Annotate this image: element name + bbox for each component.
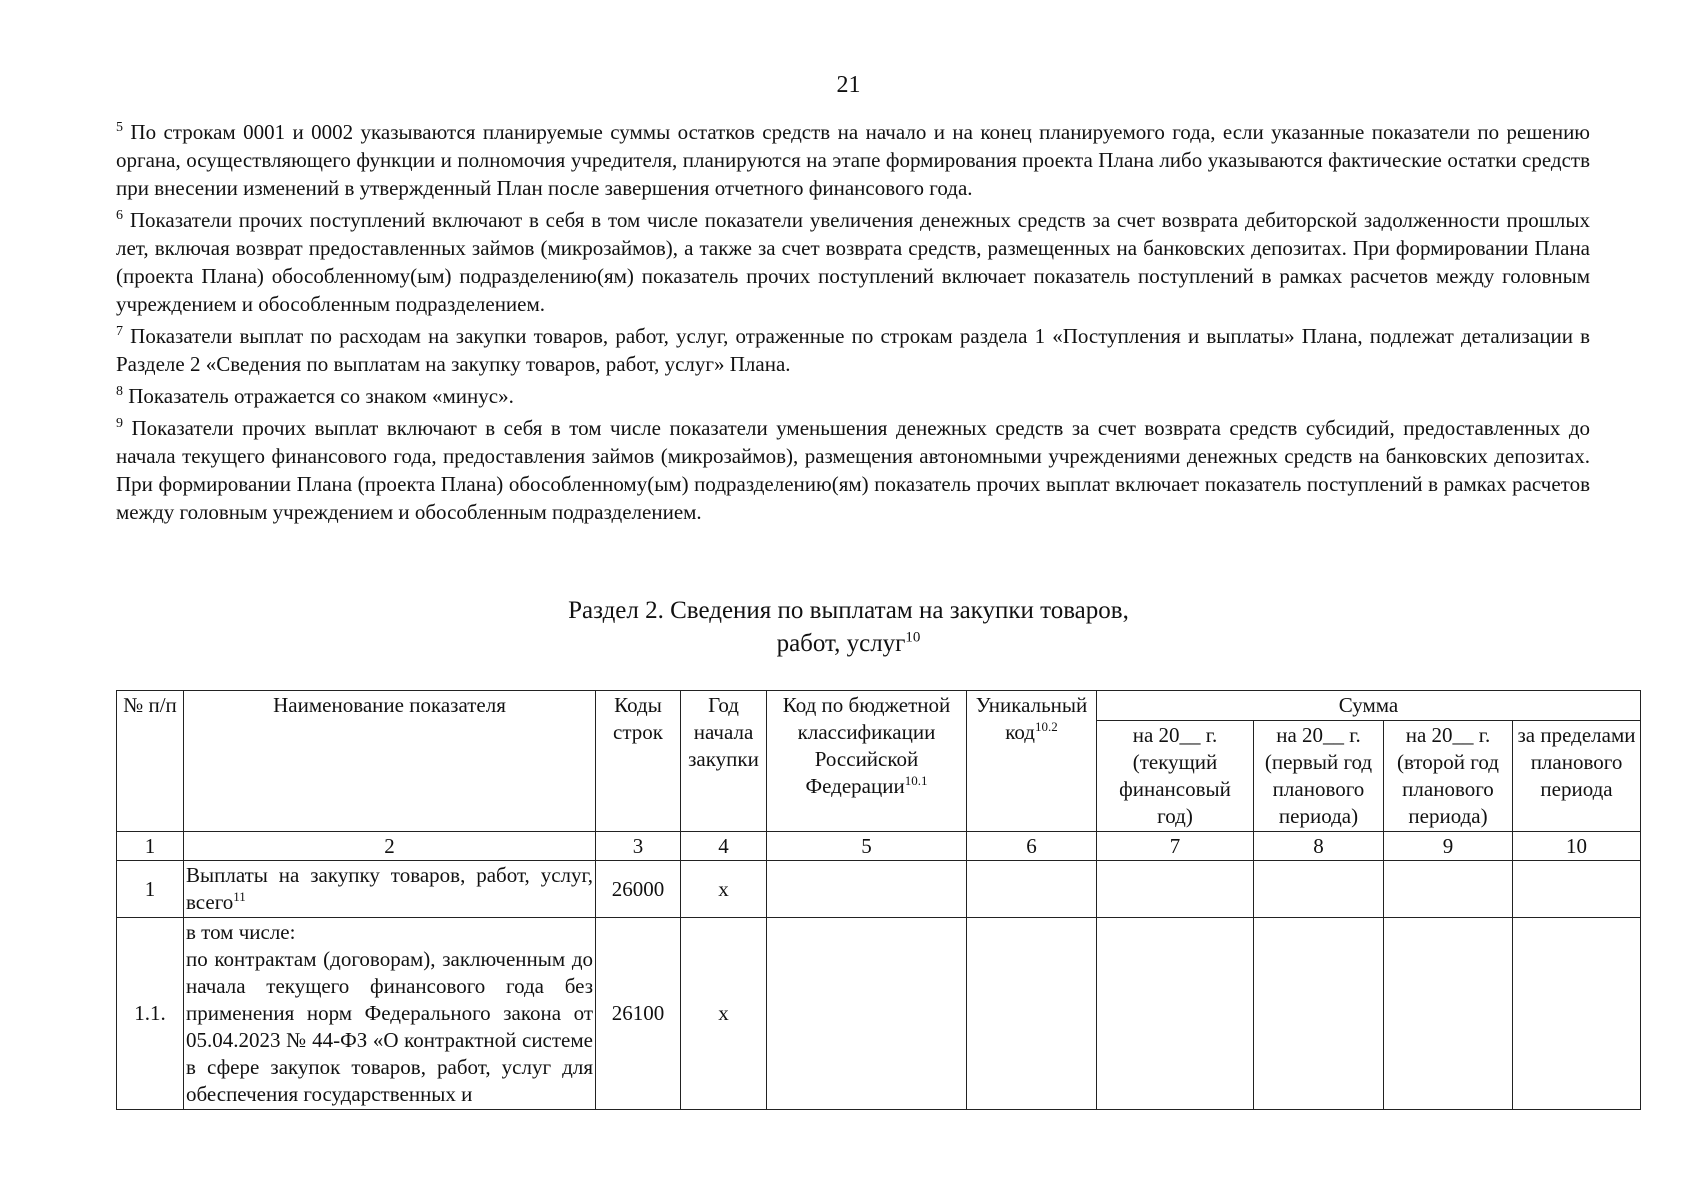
row-unique-code <box>967 918 1097 1110</box>
row-sum-second <box>1384 918 1513 1110</box>
header-year: Год начала закупки <box>681 691 767 832</box>
row-name-mark: 11 <box>233 889 246 904</box>
column-number: 5 <box>767 832 967 861</box>
row-sum-current <box>1097 918 1254 1110</box>
header-codes: Коды строк <box>596 691 681 832</box>
footnote-mark: 6 <box>116 208 123 223</box>
header-unique-code: Уникальный код$^{10.2}$ <box>967 691 1097 832</box>
column-number: 9 <box>1384 832 1513 861</box>
footnote-mark: 7 <box>116 324 123 339</box>
procurement-table <box>116 690 1641 1110</box>
row-year: x <box>681 918 767 1110</box>
row-code: 26100 <box>596 918 681 1110</box>
footnote-mark: 9 <box>116 416 123 431</box>
table-row <box>117 918 1641 1110</box>
column-number: 6 <box>967 832 1097 861</box>
footnote-text: Показатель отражается со знаком «минус». <box>128 384 514 408</box>
footnote-text: Показатели прочих выплат включают в себя в том числе показатели уменьшения денежных средств за счет возврата средств субсидий, предоставленных до начала текущего финансового года, предоставления займов (микрозаймов), размещения автономными учреждениями денежных средств на банковских депозитах. При формировании Плана (проекта Плана) обособленному(ым) подразделению(ям) показатель прочих выплат включает показатель поступлений в рамках расчетов между головным учреждением и обособленным подразделением. <box>116 416 1591 524</box>
row-num: 1.1. <box>117 918 184 1110</box>
header-unique-mark: 10.2 <box>1034 719 1058 734</box>
section-title-line: работ, услуг$^{10}$ <box>776 629 921 657</box>
footnote-mark: 8 <box>116 384 123 399</box>
footnote <box>116 206 1590 318</box>
header-sum: Сумма <box>1097 691 1641 721</box>
row-sum-current <box>1097 861 1254 918</box>
footnote-text: Показатели выплат по расходам на закупки товаров, работ, услуг, отраженные по строкам раздела 1 «Поступления и выплаты» Плана, подлежат детализации в Разделе 2 «Сведения по выплатам на закупку товаров, работ, услуг» Плана. <box>116 324 1591 376</box>
header-sum-second: на 20__ г. (второй год планового периода) <box>1384 721 1513 832</box>
column-number: 2 <box>184 832 596 861</box>
row-sum-second <box>1384 861 1513 918</box>
row-year: x <box>681 861 767 918</box>
footnote <box>116 382 1590 410</box>
row-unique-code <box>967 861 1097 918</box>
column-number: 4 <box>681 832 767 861</box>
header-sum-first: на 20__ г. (первый год планового периода) <box>1254 721 1384 832</box>
row-kbk <box>767 861 967 918</box>
row-name: Выплаты на закупку товаров, работ, услуг, всего$^{11}$ <box>184 861 596 918</box>
row-code: 26000 <box>596 861 681 918</box>
header-sum-current: на 20__ г. (текущий финансовый год) <box>1097 721 1254 832</box>
row-sum-beyond <box>1513 918 1641 1110</box>
footnote-mark: 5 <box>116 120 123 135</box>
section-title-mark: 10 <box>905 629 921 646</box>
page-number: 21 <box>836 72 861 98</box>
row-sum-first <box>1254 861 1384 918</box>
header-kbk-mark: 10.1 <box>904 773 928 788</box>
column-number: 3 <box>596 832 681 861</box>
header-kbk: Код по бюджетной классификации Российской Федерации$^{10.1}$ <box>767 691 967 832</box>
header-num: № п/п <box>117 691 184 832</box>
footnotes <box>116 118 1590 530</box>
header-sum-beyond: за пределами планового периода <box>1513 721 1641 832</box>
row-sum-first <box>1254 918 1384 1110</box>
footnote-text: По строкам 0001 и 0002 указываются планируемые суммы остатков средств на начало и на конец планируемого года, если указанные показатели по решению органа, осуществляющего функции и полномочия учредителя, планируются на этапе формирования проекта Плана либо указываются фактические остатки средств при внесении изменений в утвержденный План после завершения отчетного финансового года. <box>116 120 1590 200</box>
column-number: 8 <box>1254 832 1384 861</box>
section-title-line: Раздел 2. Сведения по выплатам на закупки товаров, <box>568 597 1129 624</box>
footnote <box>116 414 1590 526</box>
table-row <box>117 861 1641 918</box>
column-number-row <box>117 832 1641 861</box>
section-title <box>0 594 1697 660</box>
column-number: 1 <box>117 832 184 861</box>
row-num: 1 <box>117 861 184 918</box>
row-name: в том числе: по контрактам (договорам), заключенным до начала текущего финансового года без применения норм Федерального закона от 05.04.2023 № 44-ФЗ «О контрактной системе в сфере закупок товаров, работ, услуг для обеспечения государственных и <box>184 918 596 1110</box>
footnote-text: Показатели прочих поступлений включают в себя в том числе показатели увеличения денежных средств за счет возврата дебиторской задолженности прошлых лет, включая возврат предоставленных займов (микрозаймов), а также за счет возврата средств, размещенных на банковских депозитах. При формировании Плана (проекта Плана) обособленному(ым) подразделению(ям) показатель прочих поступлений включает показатель поступлений в рамках расчетов между головным учреждением и обособленным подразделением. <box>116 208 1591 316</box>
footnote <box>116 322 1590 378</box>
footnote <box>116 118 1590 202</box>
row-kbk <box>767 918 967 1110</box>
header-name: Наименование показателя <box>184 691 596 832</box>
column-number: 7 <box>1097 832 1254 861</box>
row-name-prefix: в том числе: <box>186 920 296 944</box>
row-sum-beyond <box>1513 861 1641 918</box>
column-number: 10 <box>1513 832 1641 861</box>
